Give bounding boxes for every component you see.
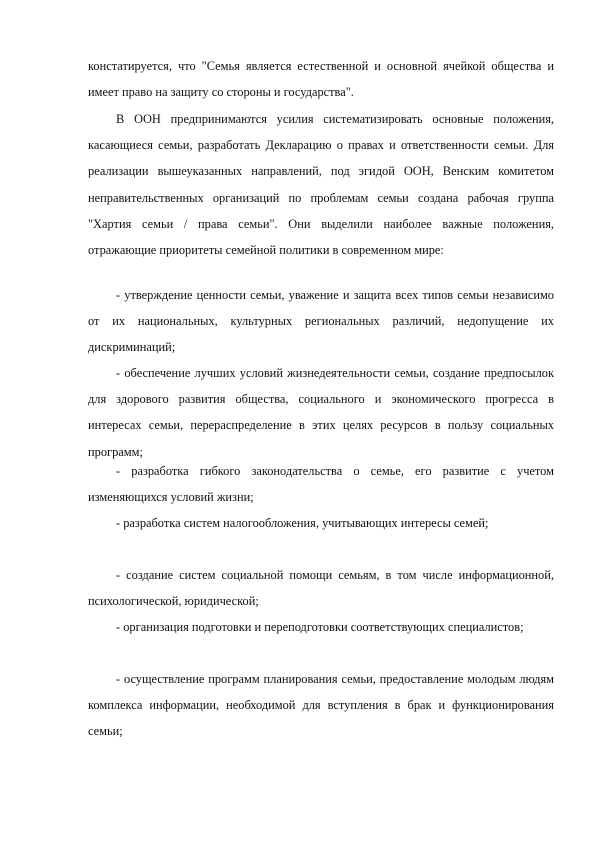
list-item: - утверждение ценности семьи, уважение и защита всех типов семьи независимо от их национальных, культурных региональных различий, недопущение их дискриминаций;: [88, 288, 554, 355]
list-item: - осуществление программ планирования семьи, предоставление молодым людям комплекса информации, необходимой для вступления в брак и функционирования семьи;: [88, 672, 554, 739]
list-item: - организация подготовки и переподготовки соответствующих специалистов;: [116, 620, 524, 634]
paragraph-2: В ООН предпринимаются усилия систематизировать основные положения, касающиеся семьи, разработать Декларацию о правах и ответственности семьи. Для реализации вышеуказанных направлений, под эгидой ООН, Венским комитетом неправительственных организаций по проблемам семьи создана рабочая группа "Хартия семьи / права семьи". Они выделили наиболее важные положения, отражающие приоритеты семейной политики в современном мире:: [88, 112, 554, 258]
list-item: - обеспечение лучших условий жизнедеятельности семьи, создание предпосылок для здорового развития общества, социального и экономического прогресса в интересах семьи, перераспределение в этих целях ресурсов в пользу социальных программ;: [88, 366, 554, 459]
list-item: - разработка гибкого законодательства о семье, его развитие с учетом изменяющихся условий жизни;: [88, 464, 554, 505]
list-item: - создание систем социальной помощи семьям, в том числе информационной, психологической, юридической;: [88, 568, 554, 609]
list-item: - разработка систем налогообложения, учитывающих интересы семей;: [116, 516, 489, 530]
paragraph-1: констатируется, что "Семья является естественной и основной ячейкой общества и имеет право на защиту со стороны и государства".: [88, 59, 554, 100]
